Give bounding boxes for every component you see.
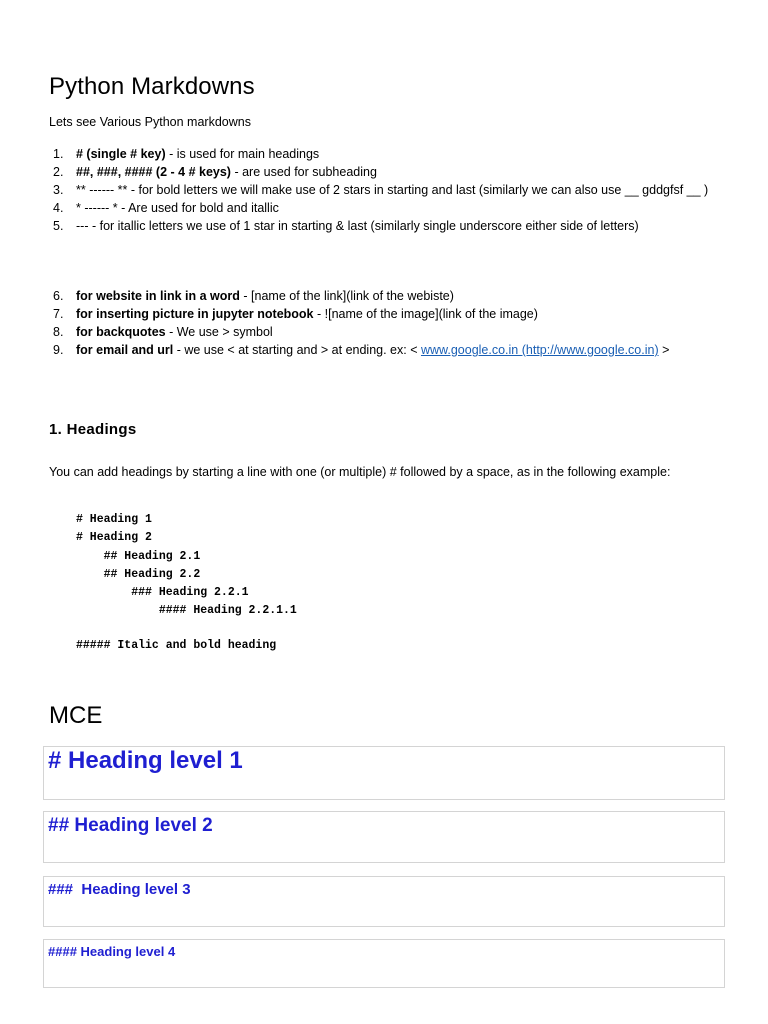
list-number: 5. <box>53 219 64 233</box>
code-line: ## Heading 2.1 <box>76 549 201 563</box>
mce-heading-level-2: ## Heading level 2 <box>48 815 213 836</box>
list-item-text: - are used for subheading <box>230 165 377 179</box>
list-number: 7. <box>53 307 64 321</box>
list-number: 2. <box>53 165 64 179</box>
list-number: 3. <box>53 183 64 197</box>
mce-editor-box-2[interactable] <box>43 811 725 863</box>
list-item-text: --- - for itallic letters we use of 1 star in starting & last (similarly single underscore either side of letters) <box>76 219 639 233</box>
mce-editor-box-1[interactable] <box>43 746 725 800</box>
code-line: # Heading 2 <box>76 531 152 545</box>
list-item-bold: ##, ###, #### (2 - 4 # keys) <box>76 165 231 179</box>
mce-editor-box-4[interactable] <box>43 939 725 988</box>
list-item-text: - we use < at starting and > at ending. ex: < <box>173 343 421 357</box>
mce-heading-level-4: #### Heading level 4 <box>48 944 176 959</box>
list-item-bold: for backquotes <box>76 325 166 339</box>
list-item-text-after: > <box>658 343 670 357</box>
list-item-text: - We use > symbol <box>165 325 273 339</box>
mce-heading-level-1: # Heading level 1 <box>48 747 243 774</box>
list-item <box>49 199 708 217</box>
list-item <box>49 323 669 341</box>
list-number: 6. <box>53 289 64 303</box>
markdown-list-part1 <box>49 145 708 235</box>
list-item-text: ** ------ ** - for bold letters we will make use of 2 stars in starting and last (similarly we can also use __ gddgfsf __ ) <box>76 183 709 197</box>
list-item <box>49 217 708 235</box>
intro-text: Lets see Various Python markdowns <box>49 115 251 129</box>
mce-editor-box-3[interactable] <box>43 876 725 927</box>
code-line: # Heading 1 <box>76 513 152 526</box>
list-number: 1. <box>53 147 64 161</box>
list-number: 9. <box>53 343 64 357</box>
code-line: ## Heading 2.2 <box>76 567 201 581</box>
list-item-bold: # (single # key) <box>76 147 166 161</box>
mce-heading-level-3: ### Heading level 3 <box>48 881 191 898</box>
list-item <box>49 305 669 323</box>
markdown-list-part2 <box>49 287 669 359</box>
list-item <box>49 341 669 359</box>
list-number: 4. <box>53 201 64 215</box>
page-title: Python Markdowns <box>49 73 255 100</box>
headings-paragraph: You can add headings by starting a line with one (or multiple) # followed by a space, as in the following example: <box>49 465 671 479</box>
list-item-text: - [name of the link](link of the webiste) <box>239 289 454 303</box>
code-line-bold-heading: ##### Italic and bold heading <box>76 639 277 652</box>
list-item <box>49 163 708 181</box>
code-block <box>76 511 297 621</box>
list-item-bold: for website in link in a word <box>76 289 240 303</box>
list-item <box>49 287 669 305</box>
list-item-text: - is used for main headings <box>165 147 320 161</box>
section-heading: 1. Headings <box>49 421 137 438</box>
code-line: #### Heading 2.2.1.1 <box>76 604 297 618</box>
list-item-text: - ![name of the image](link of the image) <box>313 307 538 321</box>
list-item-bold: for inserting picture in jupyter notebook <box>76 307 314 321</box>
code-line: ### Heading 2.2.1 <box>76 586 249 600</box>
google-link[interactable]: www.google.co.in (http://www.google.co.in) <box>420 343 659 357</box>
list-item-text: * ------ * - Are used for bold and itallic <box>76 201 279 215</box>
list-item-bold: for email and url <box>76 343 174 357</box>
list-item <box>49 181 708 199</box>
mce-title: MCE <box>49 702 103 729</box>
list-number: 8. <box>53 325 64 339</box>
list-item <box>49 145 708 163</box>
